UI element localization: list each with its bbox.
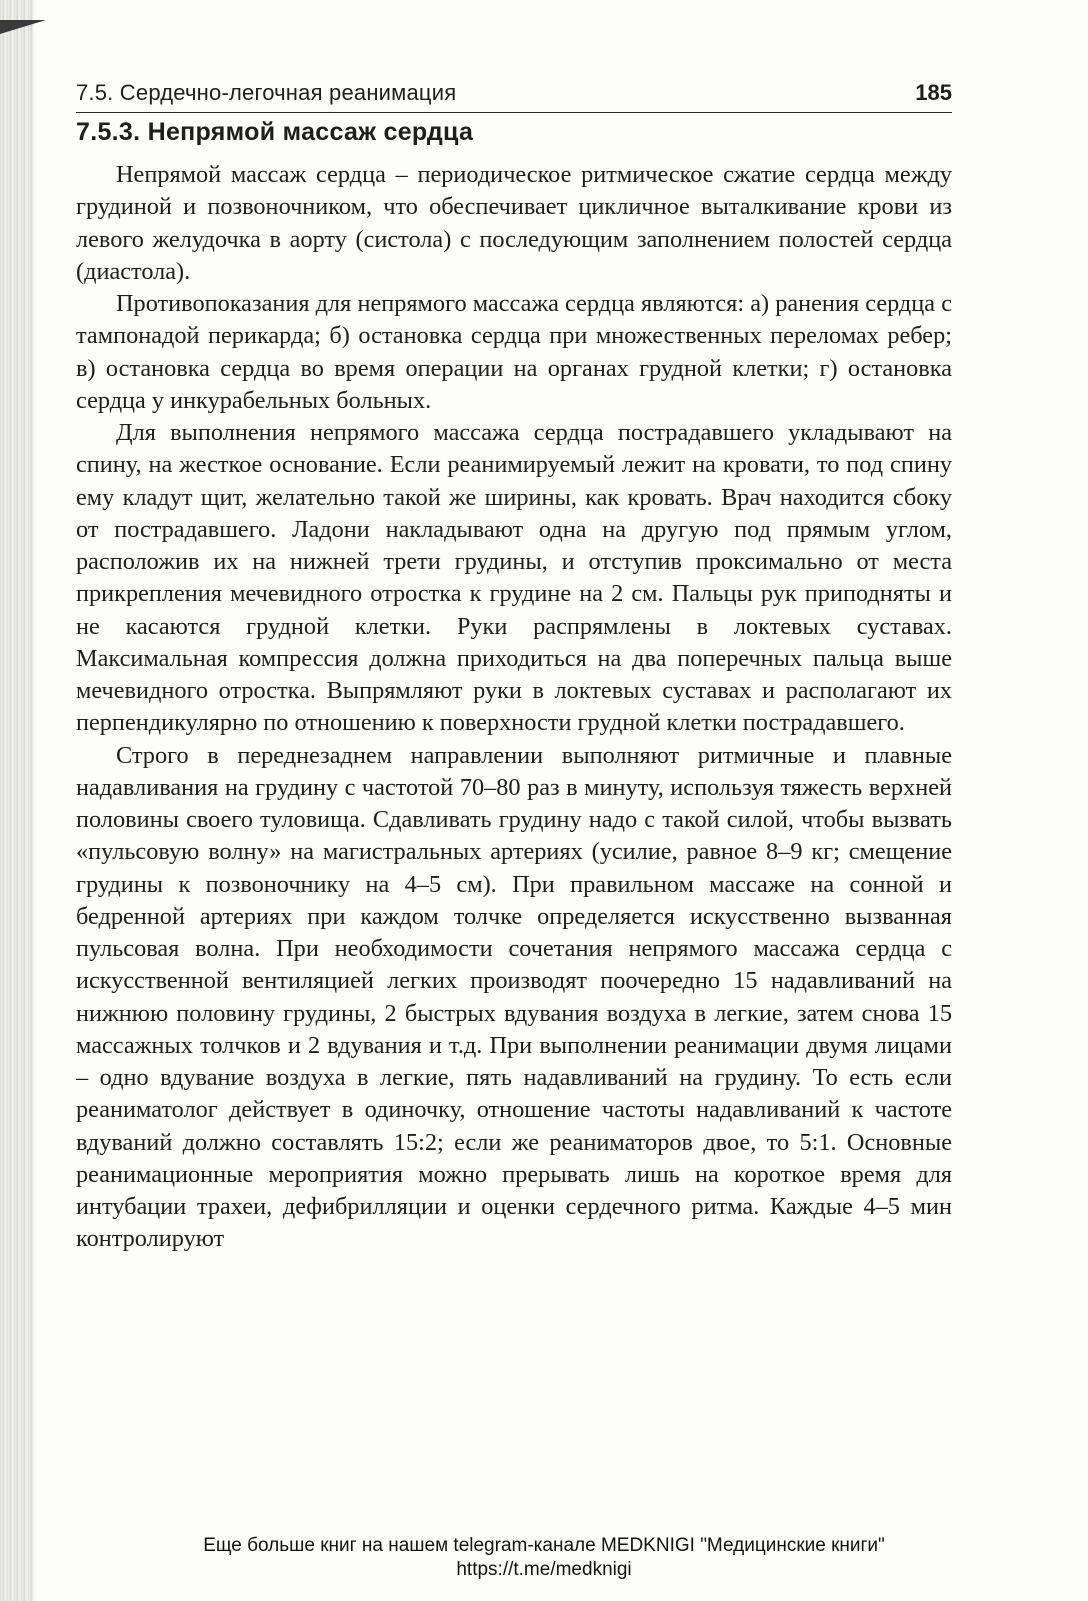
paragraph-definition: Непрямой массаж сердца – периодическое ритмическое сжатие сердца между грудиной и позвоночником, что обеспечивает цикличное выталкивание крови из левого желудочка в аорту (систола) с последующим заполнением полостей сердца (диастола). [76, 161, 952, 285]
page-number: 185 [915, 80, 952, 105]
paragraph-contraindications: Противопоказания для непрямого массажа сердца являются: а) ранения сердца с тампонадой перикарда; б) остановка сердца при множественных переломах ребер; в) остановка сердца во время операции на органах грудной клетки; г) остановка сердца у инкурабельных больных. [76, 290, 952, 414]
running-header [76, 80, 952, 113]
paragraph-technique: Для выполнения непрямого массажа сердца пострадавшего укладывают на спину, на жесткое основание. Если реанимируемый лежит на кровати, то под спину ему кладут щит, желательно такой же ширины, как кровать. Врач находится сбоку от пострадавшего. Ладони накладывают одна на другую под прямым углом, расположив их на нижней трети грудины, и отступив проксимально от места прикрепления мечевидного отростка к грудине на 2 см. Пальцы рук приподняты и не касаются грудной клетки. Руки распрямлены в локтевых суставах. Максимальная компрессия должна приходиться на два поперечных пальца выше мечевидного отростка. Выпрямляют руки в локтевых суставах и располагают их перпендикулярно по отношению к поверхности грудной клетки пострадавшего. [76, 419, 952, 737]
paragraph-compressions: Строго в переднезаднем направлении выполняют ритмичные и плавные надавливания на грудину с частотой 70–80 раз в минуту, используя тяжесть верхней половины своего туловища. Сдавливать грудину надо с такой силой, чтобы вызвать «пульсовую волну» на магистральных артериях (усилие, равное 8–9 кг; смещение грудины к позвоночнику на 4–5 см). При правильном массаже на сонной и бедренной артериях при каждом толчке определяется искусственно вызванная пульсовая волна. При необходимости сочетания непрямого массажа сердца с искусственной вентиляцией легких производят поочередно 15 надавливаний на нижнюю половину грудины, 2 быстрых вдувания воздуха в легкие, затем снова 15 массажных толчков и 2 вдувания и т.д. При выполнении реанимации двумя лицами – одно вдувание воздуха в легкие, пять надавливаний на грудину. То есть если реаниматолог действует в одиночку, отношение частоты надавливаний к частоте вдуваний должно составлять 15:2; если же реаниматоров двое, то 5:1. Основные реанимационные мероприятия можно прерывать лишь на короткое время для интубации трахеи, дефибрилляции и оценки сердечного ритма. Каждые 4–5 мин контролируют [76, 741, 952, 1253]
book-spine-shadow [0, 0, 34, 1601]
body-text [76, 159, 952, 1256]
footer-promo [0, 1534, 1088, 1582]
page-corner-mark [0, 20, 46, 34]
running-title: 7.5. Сердечно-легочная реанимация [76, 80, 457, 105]
section-title: 7.5.3. Непрямой массаж сердца [76, 118, 474, 146]
telegram-link[interactable]: https://t.me/medknigi [456, 1559, 632, 1580]
footer-text: Еще больше книг на нашем telegram-канале MEDKNIGI "Медицинские книги" [203, 1535, 885, 1556]
